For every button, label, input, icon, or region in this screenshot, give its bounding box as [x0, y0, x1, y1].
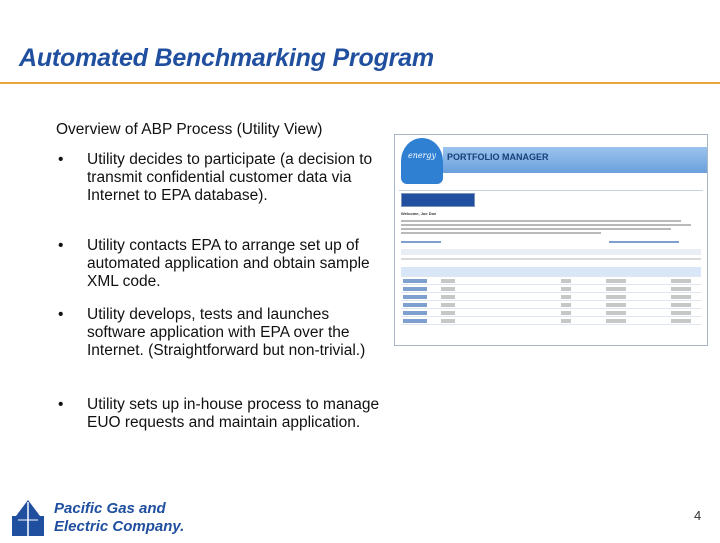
table-cell — [441, 311, 455, 315]
bullet-item — [58, 396, 388, 432]
table-cell — [441, 295, 455, 299]
results-line — [401, 258, 701, 260]
table-row — [401, 302, 701, 309]
table-row — [401, 286, 701, 293]
table-cell — [671, 303, 691, 307]
table-cell — [561, 303, 571, 307]
table-cell — [606, 311, 626, 315]
table-cell — [441, 279, 455, 283]
screenshot-banner — [395, 135, 707, 187]
filter-bar — [401, 249, 701, 255]
table-cell — [561, 319, 571, 323]
company-name — [54, 500, 184, 536]
table-cell — [561, 295, 571, 299]
bullet-marker: • — [58, 396, 64, 413]
bullet-text: Utility contacts EPA to arrange set up of automated application and obtain sample XML code. — [87, 237, 370, 290]
table-row — [401, 278, 701, 285]
table-cell — [561, 279, 571, 283]
bullet-marker: • — [58, 237, 64, 254]
table-row — [401, 310, 701, 317]
pge-logo-graphic — [10, 498, 46, 538]
table-cell — [671, 319, 691, 323]
table-cell — [606, 319, 626, 323]
table-cell — [403, 287, 427, 291]
bullet-marker: • — [58, 306, 64, 323]
table-cell — [403, 295, 427, 299]
slide-title: Automated Benchmarking Program — [19, 44, 434, 72]
bullet-marker: • — [58, 151, 64, 168]
text-line — [401, 220, 681, 222]
title-divider — [0, 82, 720, 84]
link-line — [609, 241, 679, 243]
table-cell — [606, 303, 626, 307]
table-cell — [606, 287, 626, 291]
company-name-line: Pacific Gas and — [54, 500, 166, 517]
table-row — [401, 318, 701, 325]
link-line — [401, 241, 441, 243]
bullet-text: Utility sets up in-house process to manage EUO requests and maintain application. — [87, 396, 380, 431]
energy-star-logo-icon — [401, 138, 443, 184]
slide-subtitle: Overview of ABP Process (Utility View) — [56, 121, 323, 138]
table-cell — [671, 279, 691, 283]
welcome-text: Welcome, Joe Doe — [401, 211, 437, 216]
bullet-item — [58, 306, 388, 360]
bullet-item — [58, 237, 388, 291]
bullet-item — [58, 151, 388, 205]
text-line — [401, 228, 671, 230]
table-cell — [441, 319, 455, 323]
table-cell — [403, 303, 427, 307]
bullet-text: Utility develops, tests and launches software application with EPA over the Internet. (Straightforward but non-trivial.) — [87, 306, 366, 359]
text-line — [401, 232, 601, 234]
table-cell — [403, 279, 427, 283]
banner-title: PORTFOLIO MANAGER — [447, 152, 549, 162]
company-name-line: Electric Company. — [54, 518, 185, 535]
table-cell — [403, 311, 427, 315]
energy-star-logo-text: energy — [407, 151, 437, 160]
table-cell — [441, 287, 455, 291]
page-number: 4 — [694, 508, 702, 523]
text-line — [401, 224, 691, 226]
table-header — [401, 267, 701, 277]
table-cell — [671, 311, 691, 315]
table-row — [401, 294, 701, 301]
table-cell — [561, 311, 571, 315]
table-cell — [561, 287, 571, 291]
table-cell — [403, 319, 427, 323]
screenshot-content — [399, 190, 703, 341]
table-cell — [671, 295, 691, 299]
bullet-text: Utility decides to participate (a decision to transmit confidential customer data via Internet to EPA database). — [87, 151, 373, 204]
table-cell — [671, 287, 691, 291]
portfolio-manager-screenshot — [394, 134, 708, 346]
table-cell — [441, 303, 455, 307]
inner-logo-icon — [401, 193, 475, 207]
table-cell — [606, 295, 626, 299]
pge-logo-icon — [10, 498, 46, 538]
table-cell — [606, 279, 626, 283]
